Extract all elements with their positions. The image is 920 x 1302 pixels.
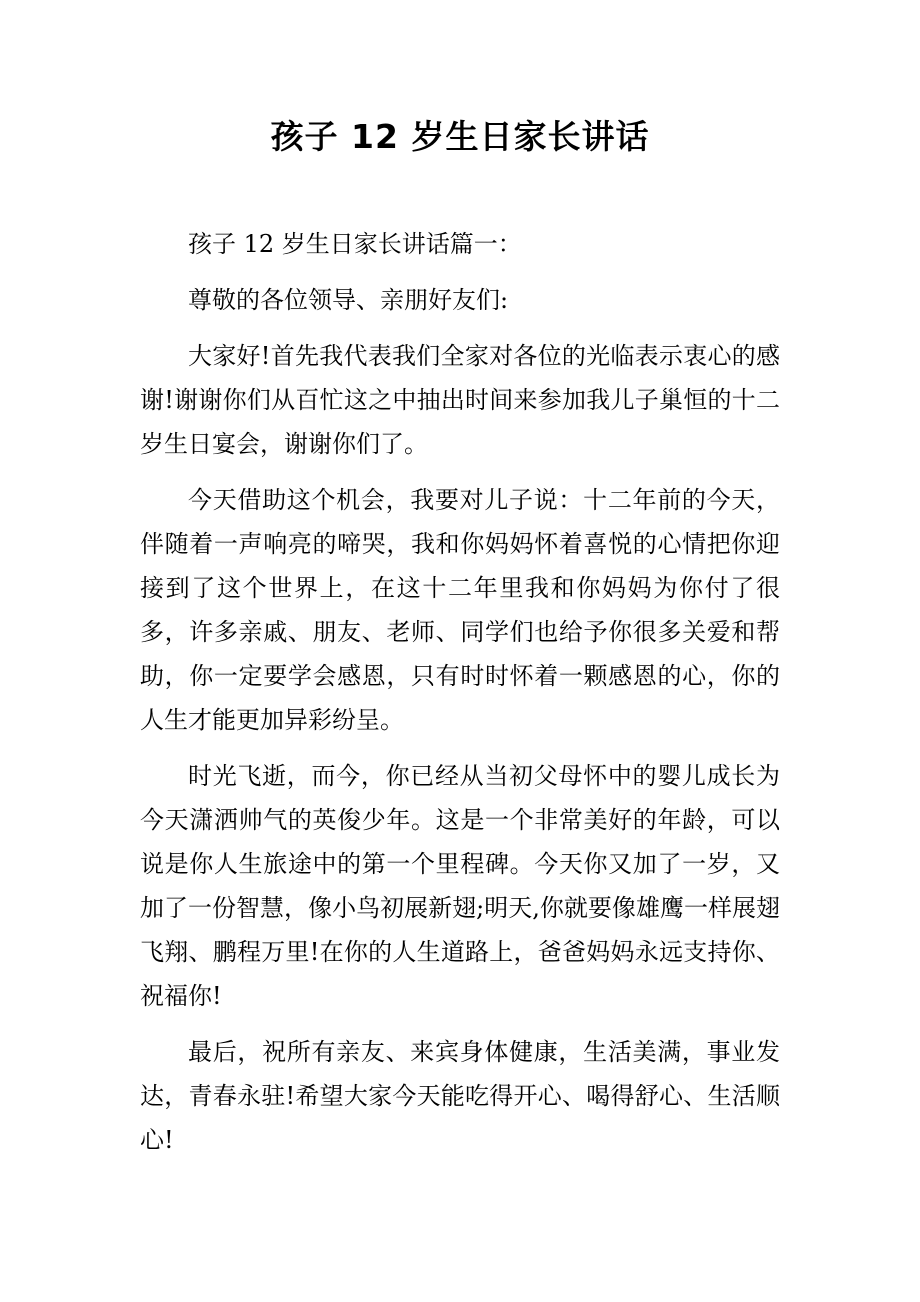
section-heading: 孩子 12 岁生日家长讲话篇一：: [188, 230, 522, 258]
document-body: [140, 222, 780, 1174]
paragraph: 今天借助这个机会，我要对儿子说：十二年前的今天，伴随着一声响亮的啼哭，我和你妈妈怀着喜悦的心情把你迎接到了这个世界上，在这十二年里我和你妈妈为你付了很多，许多亲戚、朋友、老师、同学们也给予你很多关爱和帮助，你一定要学会感恩，只有时时怀着一颗感恩的心，你的人生才能更加异彩纷呈。: [140, 486, 780, 734]
paragraph: 大家好!首先我代表我们全家对各位的光临表示衷心的感谢!谢谢你们从百忙这之中抽出时间来参加我儿子巢恒的十二岁生日宴会，谢谢你们了。: [140, 342, 780, 458]
paragraph: 最后，祝所有亲友、来宾身体健康，生活美满，事业发达，青春永驻!希望大家今天能吃得开心、喝得舒心、生活顺心!: [140, 1038, 780, 1154]
page-title: 孩子 12 岁生日家长讲话: [270, 117, 650, 156]
paragraph: 时光飞逝，而今，你已经从当初父母怀中的婴儿成长为今天潇洒帅气的英俊少年。这是一个非常美好的年龄，可以说是你人生旅途中的第一个里程碑。今天你又加了一岁，又加了一份智慧，像小鸟初展新翅;明天,你就要像雄鹰一样展翅飞翔、鹏程万里!在你的人生道路上，爸爸妈妈永远支持你、祝福你!: [140, 762, 780, 1010]
salutation: 尊敬的各位领导、亲朋好友们:: [188, 286, 509, 314]
